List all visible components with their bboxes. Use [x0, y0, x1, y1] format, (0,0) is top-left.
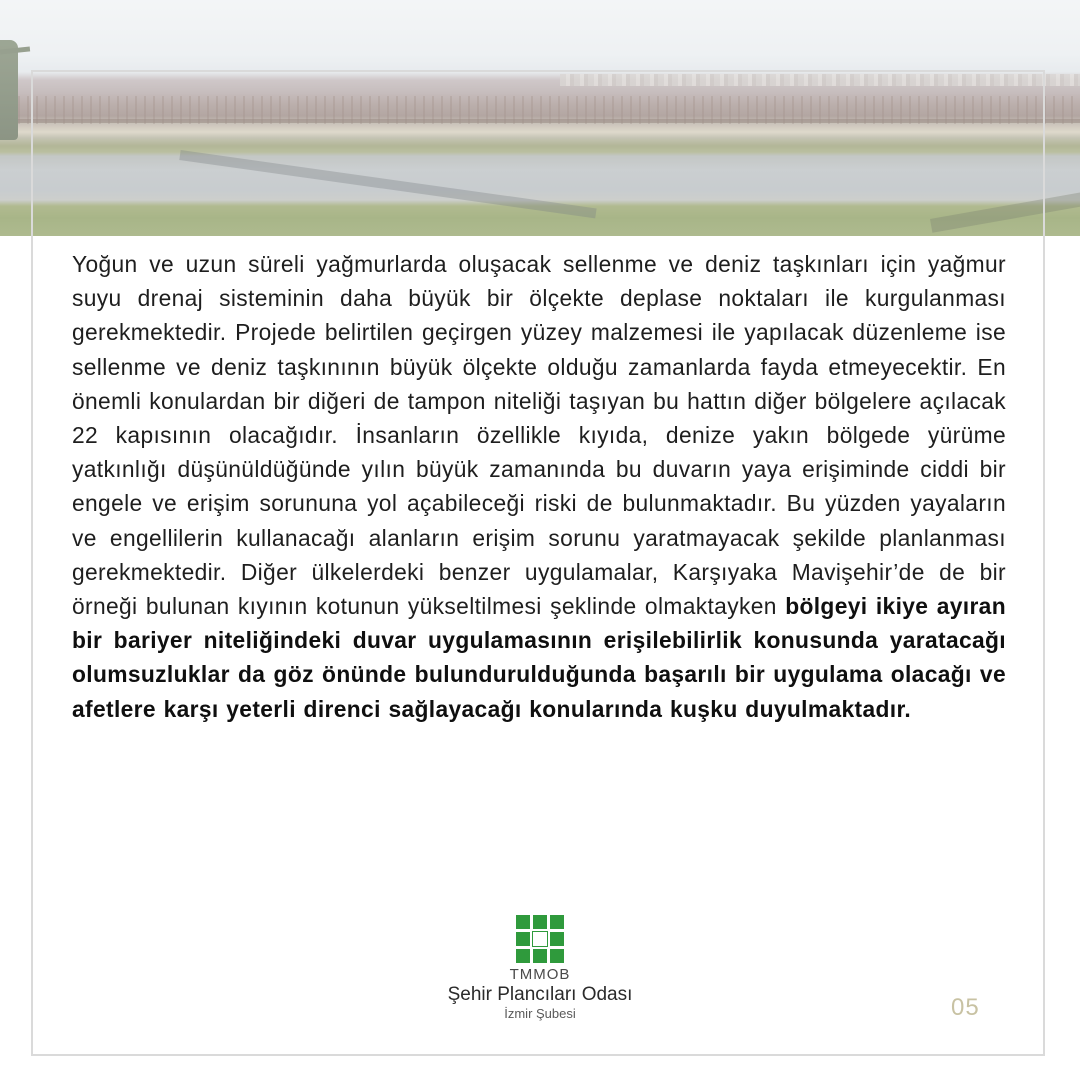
org-name-chamber: Şehir Plancıları Odası	[447, 984, 633, 1005]
body-text	[72, 247, 1006, 726]
org-name-tmmob: TMMOB	[509, 966, 571, 983]
body-text-regular: Yoğun ve uzun süreli yağmurlarda oluşacak sellenme ve deniz taşkınları için yağmur suyu drenaj sisteminin daha büyük bir ölçekte deplase noktaları ile kurgulanması gerekmektedir. Projede belirtilen geçirgen yüzey malzemesi ile yapılacak düzenleme ise sellenme ve deniz taşkınının büyük ölçekte olduğu zamanlarda fayda etmeyecektir. En önemli konulardan bir diğeri de tampon niteliği taşıyan bu hattın diğer bölgelere açılacak 22 kapısının olacağıdır. İnsanların özellikle kıyıda, denize yakın bölgede yürüme yatkınlığı düşünüldüğünde yılın büyük zamanında bu duvarın yaya erişiminde ciddi bir engele ve erişim sorununa yol açabileceği riski de bulunmaktadır. Bu yüzden yayaların ve engellilerin kullanacağı alanların erişim sorunu yaratmayacak şekilde planlanması gerekmektedir. Diğer ülkelerdeki benzer uygulamalar, Karşıyaka Mavişehir’de de bir örneği bulunan kıyının kotunun yükseltilmesi şeklinde olmaktayken	[72, 251, 1006, 620]
org-name-branch: İzmir Şubesi	[504, 1006, 576, 1021]
header-photo	[0, 0, 1080, 236]
tmmob-logo-icon	[516, 915, 564, 963]
page-number: 05	[951, 994, 980, 1021]
body-text-bold: bölgeyi ikiye ayıran bir bariyer niteliğindeki duvar uygulamasının erişilebilirlik konusunda yaratacağı olumsuzluklar da göz önünde bulundurulduğunda başarılı bir uygulama olacağı ve afetlere karşı yeterli direnci sağlayacağı konularında kuşku duyulmaktadır.	[72, 593, 1006, 722]
photo-overlay	[0, 0, 1080, 236]
